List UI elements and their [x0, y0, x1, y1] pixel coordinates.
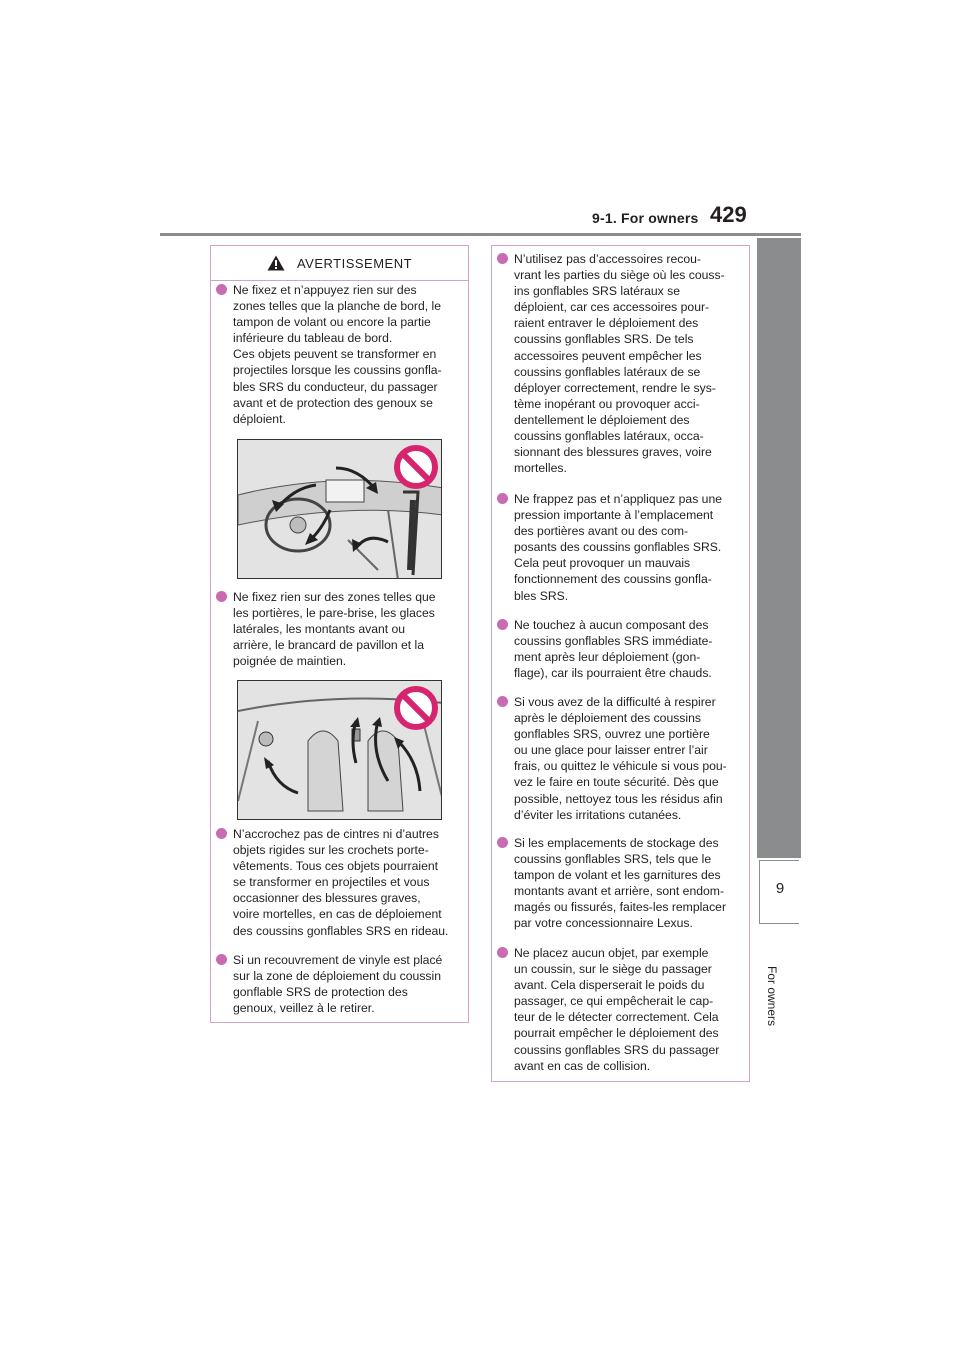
list-item-text: Si un recouvrement de vinyle est placé sur la zone de déploiement du coussin gonflable SRS de protection des genoux, veillez à le retirer. — [233, 953, 443, 1016]
bullet-icon — [216, 284, 227, 295]
bullet-icon — [497, 493, 508, 504]
list-item — [216, 952, 466, 1016]
header-rule — [160, 233, 801, 236]
list-item — [216, 589, 466, 669]
list-item — [497, 835, 749, 932]
dashboard-illustration — [237, 439, 442, 579]
warning-title: AVERTISSEMENT — [296, 255, 413, 271]
bullet-icon — [216, 591, 227, 602]
list-item — [216, 282, 466, 427]
list-item — [497, 694, 749, 823]
warning-triangle-icon — [267, 255, 285, 271]
bullet-icon — [497, 696, 508, 707]
list-item-text: N’utilisez pas d’accessoires recou- vrant les parties du siège où les couss- ins gonflables SRS latéraux se déploient, car ces accessoires pour- raient entraver le déploiement des coussins gonflables SRS. De tels accessoires peuvent empêcher les coussins gonflables latéraux de se déployer correctement, rendre le sys- tème inopérant ou provoquer acci- dentellement le déploiement des coussins gonflables latéraux, occa- sionnant des blessures graves, voire mortelles. — [514, 252, 725, 476]
section-title: 9-1. For owners — [592, 210, 699, 226]
chapter-label: For owners — [765, 966, 779, 1027]
bullet-icon — [497, 619, 508, 630]
list-item — [216, 826, 466, 939]
list-item-text: Ne touchez à aucun composant des coussins gonflables SRS immédiate- ment après leur déploiement (gon- flage), car ils pourraient être chauds. — [514, 618, 713, 681]
page-number: 429 — [710, 202, 747, 227]
list-item — [497, 491, 749, 604]
list-item-text: Ne fixez et n’appuyez rien sur des zones telles que la planche de bord, le tampon de volant ou encore la partie inférieure du tableau de bord. Ces objets peuvent se transformer en projectiles lorsque les coussins gonfla- bles SRS du conducteur, du passager avant et de protection des genoux se déploient. — [233, 283, 442, 426]
list-item-text: Ne placez aucun objet, par exemple un coussin, sur le siège du passager avant. Cela disperserait le poids du passager, ce qui empêcherait le cap- teur de le détecter correctement. Cela pourrait empêcher le déploiement des coussins gonflables SRS du passager avant en cas de collision. — [514, 946, 720, 1073]
chapter-number: 9 — [775, 880, 785, 897]
list-item-text: Si vous avez de la difficulté à respirer après le déploiement des coussins gonflables SRS, ouvrez une portière ou une glace pour laisser entrer l’air frais, ou quittez le véhicule si vous pou- vez le faire en toute sécurité. Dès que possible, nettoyez tous les résidus afin d’éviter les irritations cutanées. — [514, 695, 727, 822]
side-tab — [757, 238, 801, 858]
bullet-icon — [497, 947, 508, 958]
prohibition-icon — [393, 444, 439, 490]
warning-header — [211, 246, 468, 281]
warning-panel-right — [491, 245, 750, 1082]
list-item — [497, 617, 749, 681]
list-item-text: Ne fixez rien sur des zones telles que les portières, le pare-brise, les glaces latérales, les montants avant ou arrière, le brancard de pavillon et la poignée de maintien. — [233, 590, 436, 669]
bullet-icon — [216, 828, 227, 839]
list-item-text: N’accrochez pas de cintres ni d’autres objets rigides sur les crochets porte- vêtements. Tous ces objets pourraient se transformer en projectiles et vous occasionner des blessures graves, voire mortelles, en cas de déploiement des coussins gonflables SRS en rideau. — [233, 827, 449, 938]
list-item — [497, 251, 749, 476]
cabin-illustration — [237, 680, 442, 820]
list-item — [497, 945, 749, 1074]
list-item-text: Ne frappez pas et n’appliquez pas une pression importante à l’emplacement des portières avant ou des com- posants des coussins gonflables SRS. Cela peut provoquer un mauvais fonctionnement des coussins gonfla- bles SRS. — [514, 492, 723, 603]
bullet-icon — [216, 954, 227, 965]
bullet-icon — [497, 837, 508, 848]
prohibition-icon — [393, 685, 439, 731]
bullet-icon — [497, 253, 508, 264]
warning-panel-left — [210, 245, 469, 1023]
list-item-text: Si les emplacements de stockage des coussins gonflables SRS, tels que le tampon de volant et les garnitures des montants avant et arrière, sont endom- magés ou fissurés, faites-les remplacer par votre concessionnaire Lexus. — [514, 836, 727, 931]
